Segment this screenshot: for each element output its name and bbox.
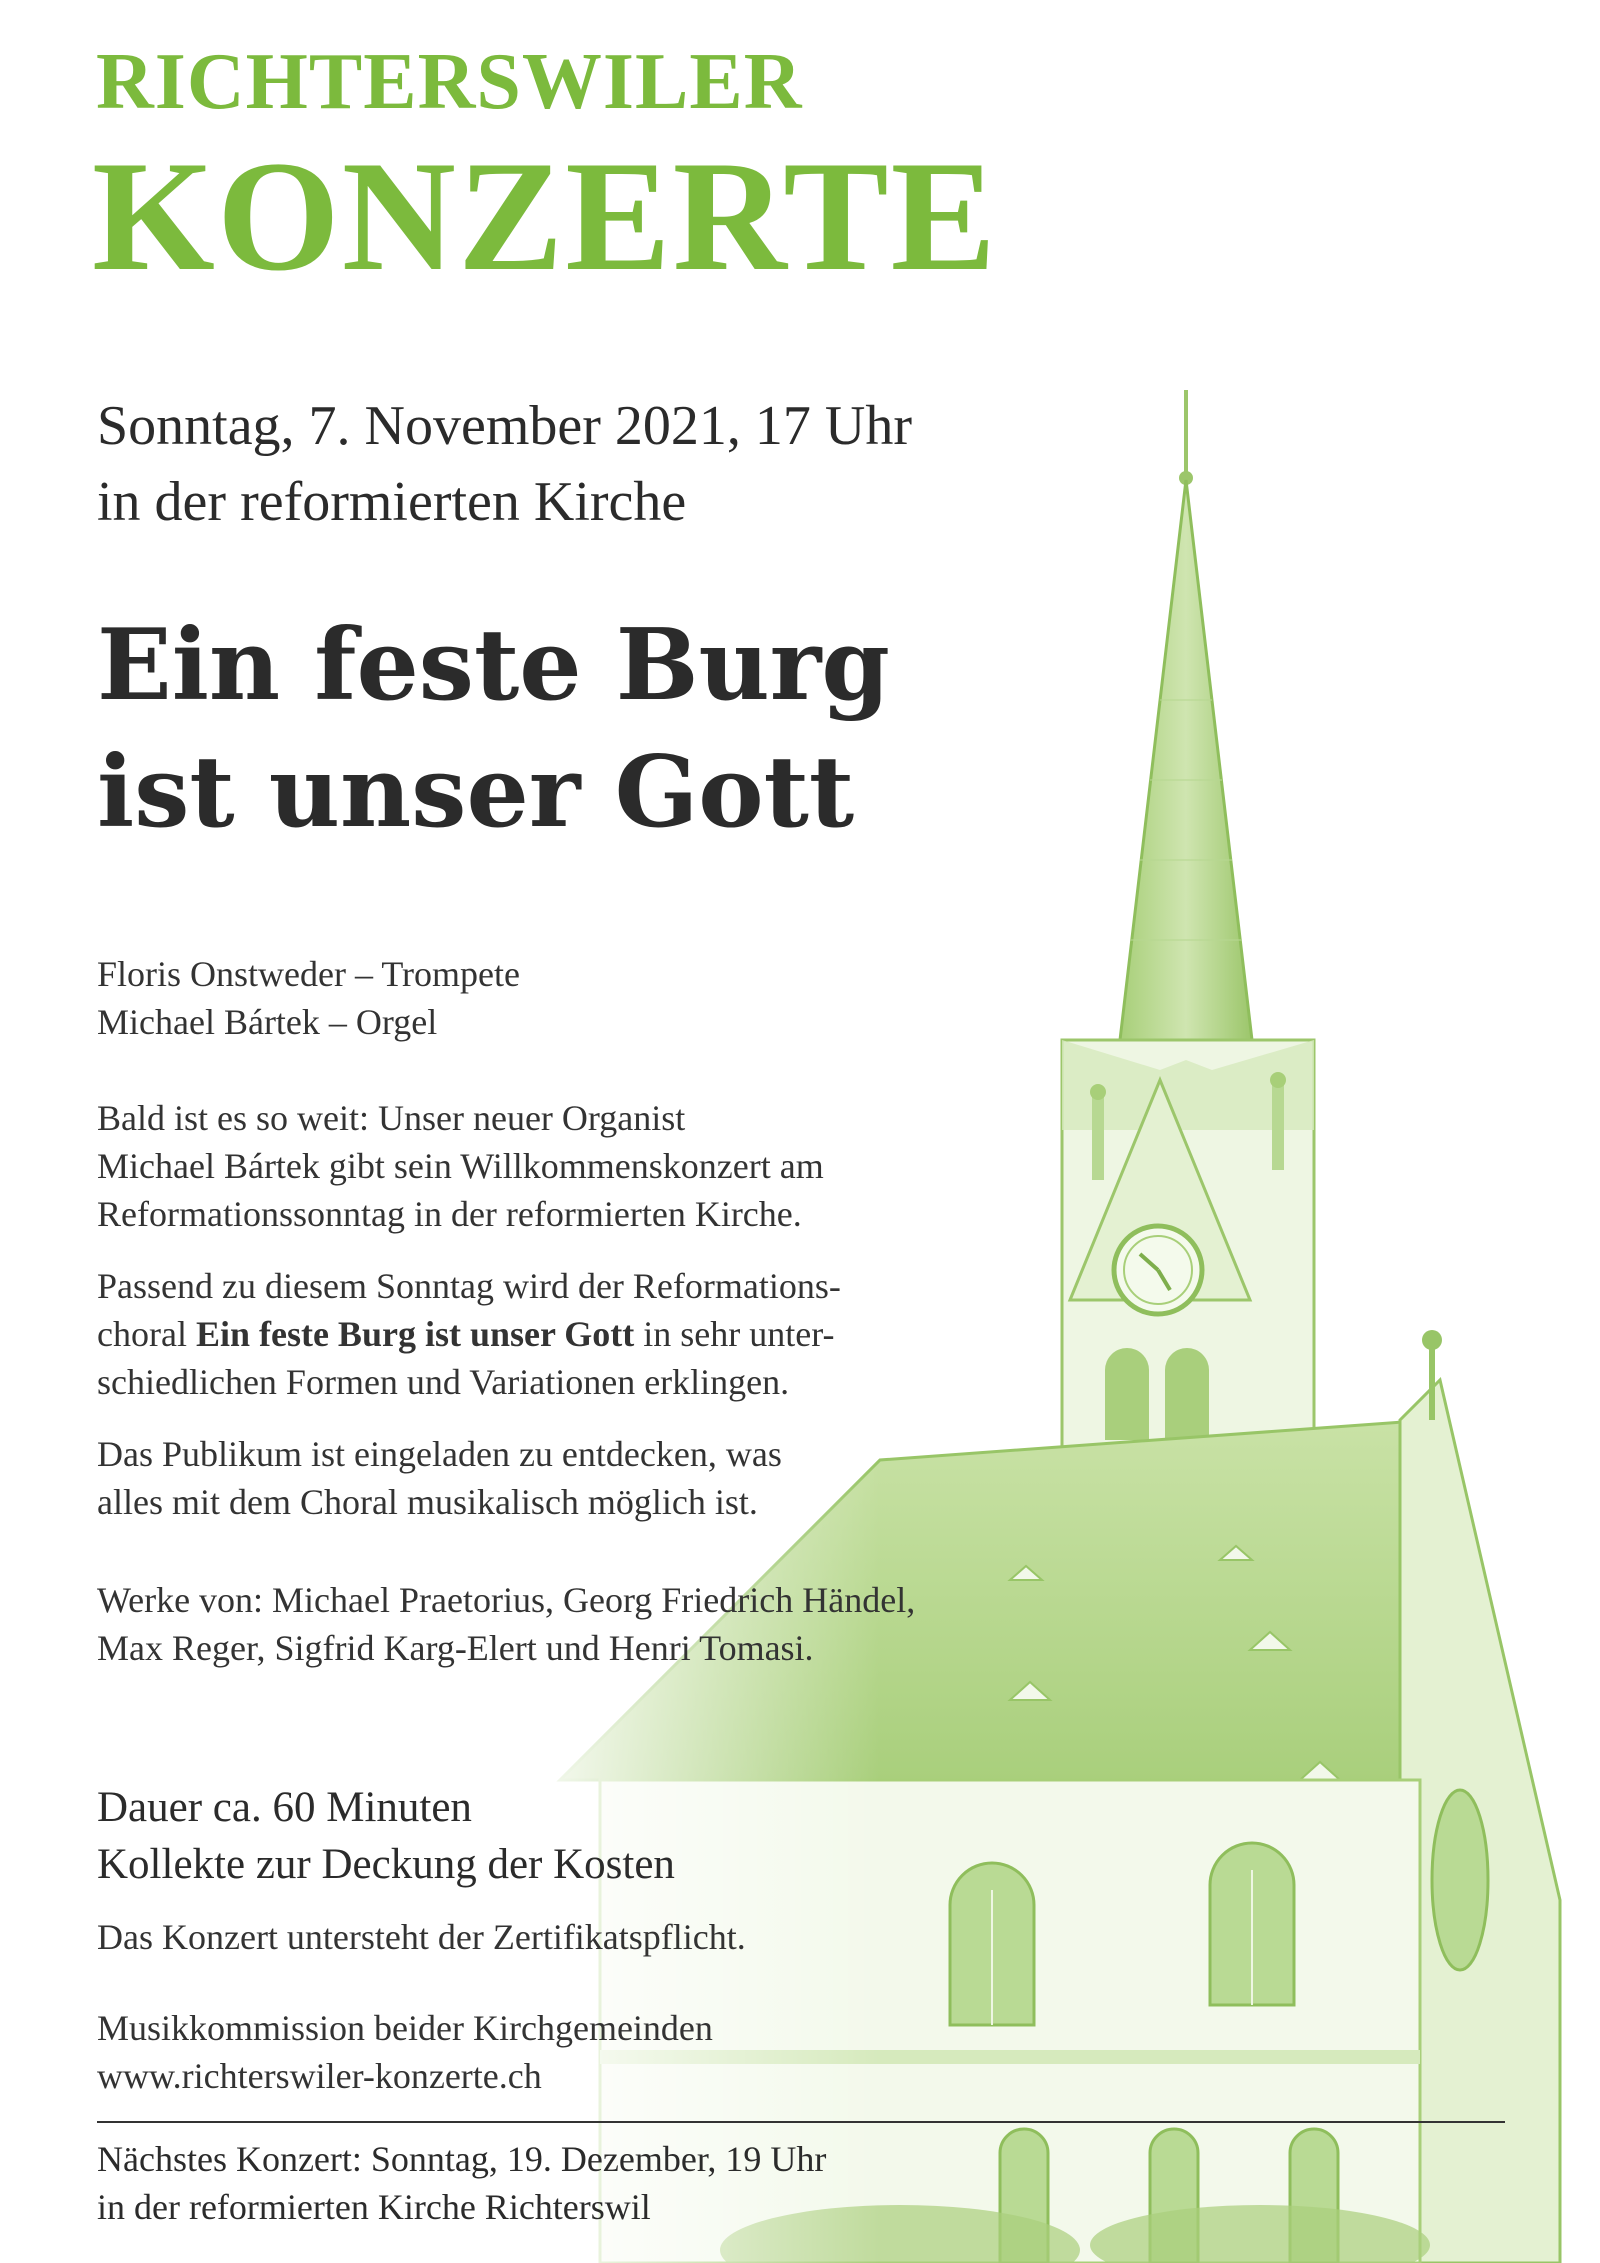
duration: Dauer ca. 60 Minuten	[97, 1784, 472, 1831]
event-title-line-2: ist unser Gott	[97, 735, 855, 850]
performer-trumpet: Floris Onstweder – Trompete	[97, 954, 520, 994]
performer-organ: Michael Bártek – Orgel	[97, 1002, 438, 1042]
event-venue: in der reformierten Kirche	[97, 471, 687, 533]
organizer-website[interactable]: www.richterswiler-konzerte.ch	[97, 2056, 542, 2096]
brand-main: KONZERTE	[92, 129, 998, 304]
event-date: Sonntag, 7. November 2021, 17 Uhr	[97, 395, 913, 457]
collection: Kollekte zur Deckung der Kosten	[97, 1841, 675, 1888]
para2-line-2-before: choral	[97, 1314, 196, 1354]
next-concert-line-2: in der reformierten Kirche Richterswil	[97, 2187, 651, 2227]
para2-line-2-after: in sehr unter-	[634, 1314, 835, 1354]
footer-divider	[97, 2121, 1505, 2123]
works-line-1: Werke von: Michael Praetorius, Georg Friedrich Händel,	[97, 1580, 916, 1620]
para2-line-1: Passend zu diesem Sonntag wird der Reformations-	[97, 1266, 841, 1306]
brand-top: RICHTERSWILER	[96, 38, 803, 126]
certificate-note: Das Konzert untersteht der Zertifikatspflicht.	[97, 1917, 746, 1957]
para1-line-3: Reformationssonntag in der reformierten Kirche.	[97, 1194, 802, 1234]
para3-line-1: Das Publikum ist eingeladen zu entdecken, was	[97, 1434, 782, 1474]
para1-line-2: Michael Bártek gibt sein Willkommenskonzert am	[97, 1146, 824, 1186]
works-line-2: Max Reger, Sigfrid Karg-Elert und Henri Tomasi.	[97, 1628, 814, 1668]
para2-choral-title: Ein feste Burg ist unser Gott	[195, 1314, 635, 1354]
next-concert-line-1: Nächstes Konzert: Sonntag, 19. Dezember, 19 Uhr	[97, 2139, 827, 2179]
para3-line-2: alles mit dem Choral musikalisch möglich ist.	[97, 1482, 758, 1522]
para1-line-1: Bald ist es so weit: Unser neuer Organist	[97, 1098, 686, 1138]
event-title-line-1: Ein feste Burg	[97, 608, 890, 723]
para2-line-2	[97, 1316, 835, 1352]
para2-line-3: schiedlichen Formen und Variationen erklingen.	[97, 1362, 790, 1402]
organizer-name: Musikkommission beider Kirchgemeinden	[97, 2008, 713, 2048]
